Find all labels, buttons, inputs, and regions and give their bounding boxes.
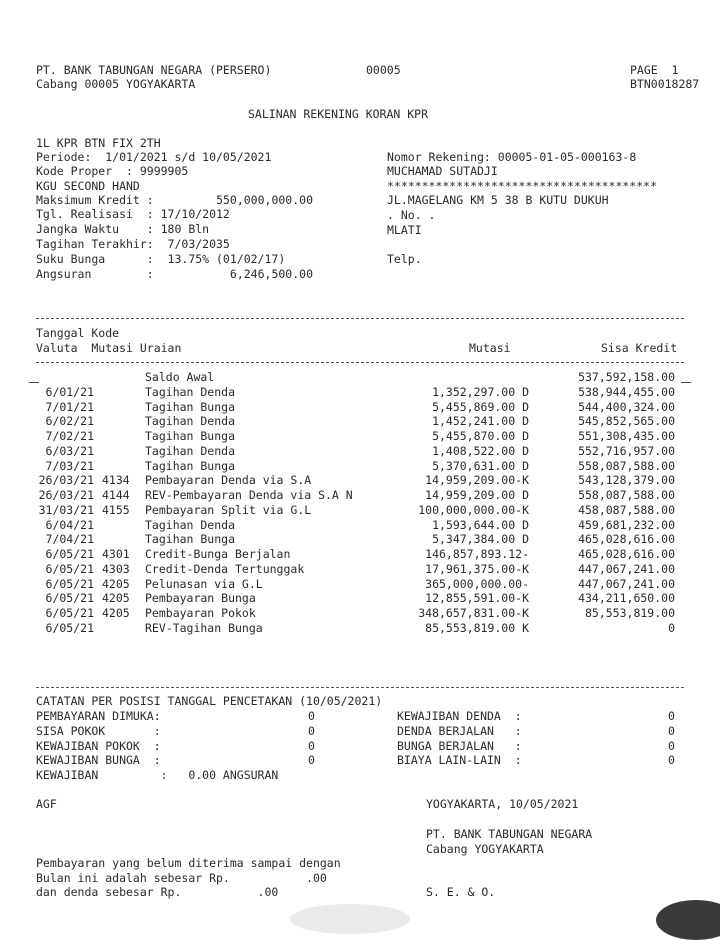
- table-header-line1: Tanggal Kode: [36, 326, 120, 340]
- row-mutasi: 17,961,375.00-K: [425, 561, 529, 576]
- row-mutasi: 5,455,870.00 D: [432, 429, 529, 443]
- row-date: 6/05/21: [45, 606, 94, 620]
- row-mutasi: 5,347,384.00 D: [432, 532, 529, 547]
- note-value: 0: [668, 723, 675, 738]
- row-description: Pembayaran Denda via S.A: [145, 473, 312, 488]
- document-title: SALINAN REKENING KORAN KPR: [248, 107, 429, 121]
- row-description: REV-Tagihan Bunga: [145, 620, 263, 635]
- row-date: 6/01/21: [45, 384, 94, 399]
- row-sisa-kredit: 85,553,819.00: [584, 606, 675, 620]
- seo-note: S. E. & O.: [426, 885, 496, 899]
- row-mutasi: 1,352,297.00 D: [432, 384, 529, 399]
- bank-name: PT. BANK TABUNGAN NEGARA (PERSERO): [36, 63, 272, 77]
- table-header-line2: Valuta Mutasi Uraian: [36, 341, 182, 355]
- row-description: Credit-Denda Tertunggak: [145, 561, 305, 576]
- note-value: 0: [308, 709, 315, 723]
- finger-shadow: [656, 900, 720, 940]
- row-description: Pembayaran Split via G.L: [145, 502, 312, 517]
- row-description: Tagihan Bunga: [145, 532, 236, 547]
- row-description: Tagihan Bunga: [145, 458, 236, 473]
- footer-code: AGF: [36, 797, 57, 811]
- notes-kewajiban: KEWAJIBAN : 0.00 ANGSURAN: [36, 768, 279, 782]
- row-mutasi: 5,370,631.00 D: [432, 458, 529, 473]
- term: Jangka Waktu : 180 Bln: [36, 222, 210, 236]
- row-code: 4301: [102, 547, 130, 561]
- note-label: BIAYA LAIN-LAIN :: [397, 753, 522, 768]
- row-description: Tagihan Bunga: [145, 399, 236, 414]
- row-mutasi: 14,959,209.00-K: [425, 473, 529, 488]
- signatory-branch: Cabang YOGYAKARTA: [426, 842, 544, 856]
- note-value: 0: [308, 738, 315, 753]
- branch-code: 00005: [366, 63, 401, 77]
- period: Periode: 1/01/2021 s/d 10/05/2021: [36, 150, 272, 164]
- address-city: MLATI: [387, 223, 422, 237]
- row-description: Tagihan Denda: [145, 384, 236, 399]
- row-mutasi: 100,000,000.00-K: [418, 502, 529, 517]
- row-date: 6/05/21: [45, 547, 94, 561]
- row-date: 7/02/21: [45, 429, 94, 443]
- row-mutasi: 14,959,209.00 D: [425, 488, 529, 502]
- document-id: BTN0018287: [630, 77, 700, 91]
- row-date: 7/04/21: [45, 532, 94, 547]
- row-sisa-kredit: 543,128,379.00: [578, 473, 675, 488]
- row-date: 7/03/21: [45, 458, 94, 473]
- row-mutasi: 1,452,241.00 D: [432, 414, 529, 429]
- page-number: PAGE 1: [630, 63, 679, 77]
- row-description: Pelunasan via G.L: [145, 576, 263, 591]
- row-description: Tagihan Bunga: [145, 429, 236, 443]
- installment-value: 6,246,500.00: [229, 267, 313, 281]
- signatory-bank: PT. BANK TABUNGAN NEGARA: [426, 827, 593, 841]
- row-description: Saldo Awal: [145, 370, 215, 384]
- max-credit-label: Maksimum Kredit :: [36, 193, 154, 207]
- row-date: 6/04/21: [45, 517, 94, 532]
- interest-rate: Suku Bunga : 13.75% (01/02/17): [36, 252, 286, 266]
- row-date: 6/05/21: [45, 561, 94, 576]
- note-value: 0: [668, 753, 675, 768]
- row-sisa-kredit: 465,028,616.00: [578, 532, 675, 547]
- row-code: 4134: [102, 473, 130, 488]
- star-divider: ***************************************: [387, 179, 658, 193]
- note-label: PEMBAYARAN DIMUKA:: [36, 709, 161, 723]
- row-description: REV-Pembayaran Denda via S.A N: [145, 488, 353, 502]
- note-value: 0: [668, 738, 675, 753]
- row-mutasi: 365,000,000.00-: [425, 576, 529, 591]
- place-date: YOGYAKARTA, 10/05/2021: [426, 797, 579, 811]
- note-label: KEWAJIBAN BUNGA :: [36, 753, 161, 768]
- row-sisa-kredit: 551,308,435.00: [578, 429, 675, 443]
- row-sisa-kredit: 558,087,588.00: [578, 458, 675, 473]
- branch-name: Cabang 00005 YOGYAKARTA: [36, 77, 196, 91]
- row-sisa-kredit: 545,852,565.00: [578, 414, 675, 429]
- row-code: 4205: [102, 606, 130, 620]
- row-sisa-kredit: 465,028,616.00: [578, 547, 675, 561]
- note-label: KEWAJIBAN POKOK :: [36, 738, 161, 753]
- row-code: 4205: [102, 576, 130, 591]
- notes-title: CATATAN PER POSISI TANGGAL PENCETAKAN (10/05/2021): [36, 694, 383, 708]
- row-sisa-kredit: 537,592,158.00: [578, 370, 675, 384]
- product-name: 1L KPR BTN FIX 2TH: [36, 136, 161, 150]
- outstanding-line1: Pembayaran yang belum diterima sampai dengan: [36, 856, 341, 870]
- row-code: 4205: [102, 591, 130, 606]
- max-credit-value: 550,000,000.00: [216, 193, 313, 207]
- address-number: . No. .: [387, 208, 436, 222]
- customer-name: MUCHAMAD SUTADJI: [387, 164, 498, 178]
- note-label: KEWAJIBAN DENDA :: [397, 709, 522, 723]
- row-description: Pembayaran Bunga: [145, 591, 256, 606]
- row-date: 6/02/21: [45, 414, 94, 429]
- table-header-mutasi: Mutasi: [469, 341, 511, 355]
- row-mutasi: 1,408,522.00 D: [432, 443, 529, 458]
- row-sisa-kredit: 458,087,588.00: [578, 502, 675, 517]
- installment-label: Angsuran :: [36, 267, 154, 281]
- row-mutasi: 348,657,831.00-K: [418, 606, 529, 620]
- row-date: 26/03/21: [38, 473, 94, 488]
- row-date: 6/05/21: [45, 591, 94, 606]
- row-mutasi: 1,593,644.00 D: [432, 517, 529, 532]
- row-mutasi: 85,553,819.00 K: [425, 620, 529, 635]
- phone: Telp.: [387, 252, 422, 266]
- note-label: BUNGA BERJALAN :: [397, 738, 522, 753]
- row-sisa-kredit: 0: [668, 620, 675, 635]
- outstanding-line2: Bulan ini adalah sebesar Rp. .00: [36, 871, 327, 885]
- row-sisa-kredit: 558,087,588.00: [578, 488, 675, 502]
- note-label: DENDA BERJALAN :: [397, 723, 522, 738]
- table-header-sisa: Sisa Kredit: [601, 341, 678, 355]
- row-date: 31/03/21: [38, 502, 94, 517]
- account-number: Nomor Rekening: 00005-01-05-000163-8: [387, 150, 637, 164]
- note-value: 0: [308, 723, 315, 738]
- note-value: 0: [308, 753, 315, 768]
- row-marker: [681, 382, 691, 383]
- row-date: 6/05/21: [45, 620, 94, 635]
- row-code: 4303: [102, 561, 130, 576]
- row-sisa-kredit: 447,067,241.00: [578, 561, 675, 576]
- kode-proper: Kode Proper : 9999905: [36, 164, 189, 178]
- row-sisa-kredit: 544,400,324.00: [578, 399, 675, 414]
- row-date: 26/03/21: [38, 488, 94, 502]
- divider: [36, 362, 684, 363]
- note-value: 0: [668, 709, 675, 723]
- photo-shadow: [290, 904, 410, 934]
- row-description: Tagihan Denda: [145, 443, 236, 458]
- divider: [36, 687, 684, 688]
- row-code: 4155: [102, 502, 130, 517]
- row-sisa-kredit: 538,944,455.00: [578, 384, 675, 399]
- divider: [36, 318, 684, 319]
- address-street: JL.MAGELANG KM 5 38 B KUTU DUKUH: [387, 193, 609, 207]
- row-description: Credit-Bunga Berjalan: [145, 547, 291, 561]
- row-sisa-kredit: 447,067,241.00: [578, 576, 675, 591]
- row-sisa-kredit: 552,716,957.00: [578, 443, 675, 458]
- last-bill-date: Tagihan Terakhir: 7/03/2035: [36, 237, 230, 251]
- note-label: SISA POKOK :: [36, 723, 161, 738]
- row-description: Pembayaran Pokok: [145, 606, 256, 620]
- row-date: 6/03/21: [45, 443, 94, 458]
- kgu-type: KGU SECOND HAND: [36, 179, 140, 193]
- outstanding-line3: dan denda sebesar Rp. .00: [36, 885, 279, 899]
- row-marker: [29, 382, 39, 383]
- row-description: Tagihan Denda: [145, 517, 236, 532]
- row-description: Tagihan Denda: [145, 414, 236, 429]
- row-date: 7/01/21: [45, 399, 94, 414]
- row-sisa-kredit: 434,211,650.00: [578, 591, 675, 606]
- row-date: 6/05/21: [45, 576, 94, 591]
- row-mutasi: 146,857,893.12-: [425, 547, 529, 561]
- row-mutasi: 5,455,869.00 D: [432, 399, 529, 414]
- row-mutasi: 12,855,591.00-K: [425, 591, 529, 606]
- realization-date: Tgl. Realisasi : 17/10/2012: [36, 207, 230, 221]
- row-code: 4144: [102, 488, 130, 502]
- row-sisa-kredit: 459,681,232.00: [578, 517, 675, 532]
